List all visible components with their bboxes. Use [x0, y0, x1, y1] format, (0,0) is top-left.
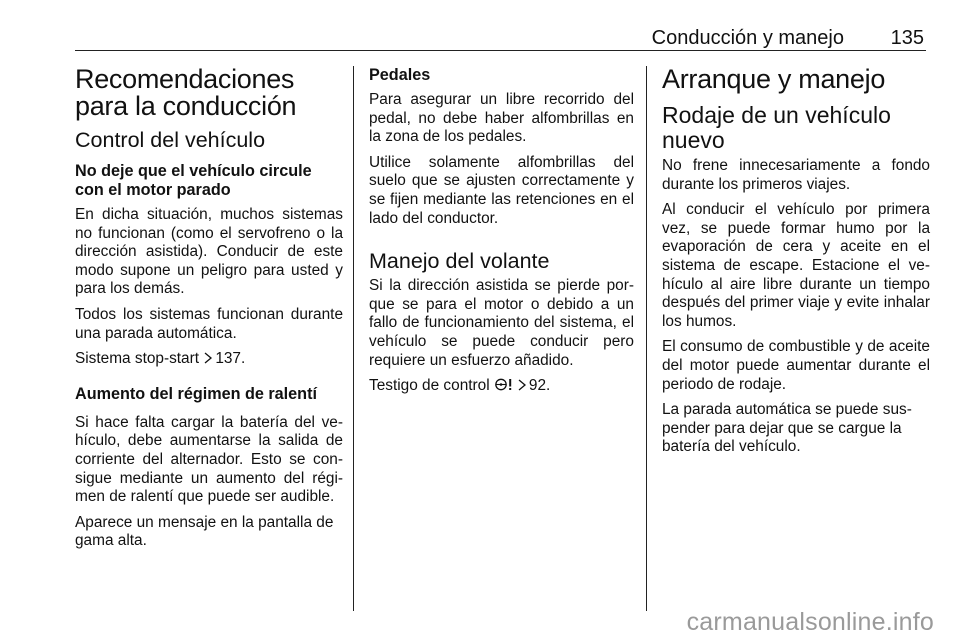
paragraph: Aparece un mensaje en la pantalla de gama alta. — [75, 513, 334, 550]
reference-text: Testigo de control — [369, 377, 490, 395]
reference-page: 92. — [528, 377, 551, 395]
column-divider-right — [646, 66, 647, 611]
paragraph-with-reference — [75, 350, 343, 369]
running-header — [75, 26, 926, 51]
paragraph: Todos los sistemas funcionan durante una parada automática. — [75, 305, 343, 342]
steering-wheel-warning-icon — [494, 378, 516, 391]
paragraph: El consumo de combustible y de aceite del motor puede aumentar durante el periodo de rodaje. — [662, 338, 930, 393]
paragraph: Para asegurar un libre recorrido del pedal, no debe haber alfombrillas en la zona de los pedales. — [369, 91, 634, 146]
right-column — [662, 66, 930, 464]
paragraph: No frene innecesariamente a fondo durante los primeros viajes. — [662, 157, 930, 193]
paragraph: En dicha situación, muchos sistemas no funcionan (como el servofreno o la dirección asistida). Conducir de este modo supone un peligro para usted y para los demás. — [75, 206, 343, 298]
running-title: Conducción y manejo — [651, 27, 844, 49]
paragraph: La parada automática se puede suspender para dejar que se cargue la batería del vehículo. — [662, 401, 912, 456]
reference-arrow-icon — [517, 379, 527, 391]
paragraph: Al conducir el vehículo por primera vez, se puede formar humo por la evaporación de cera y aceite en el sistema de escape. Estacione el vehículo al aire libre durante un tiempo después del primer viaje y evite inhalar los humos. — [662, 201, 930, 330]
chapter-title: Recomendaciones para la conducción — [75, 64, 297, 121]
subheading: No deje que el vehículo circule con el motor parado — [75, 162, 312, 199]
column-divider-left — [353, 66, 354, 611]
paragraph: Utilice solamente alfombrillas del suelo que se ajusten correctamente y se fijen mediante las retenciones en el lado del conductor. — [369, 153, 634, 227]
reference-arrow-icon — [203, 352, 213, 364]
reference-text: Sistema stop-start — [75, 350, 200, 368]
section-heading: Manejo del volante — [369, 249, 550, 274]
section-heading: Control del vehículo — [75, 128, 266, 152]
section-heading: Rodaje de un vehículo nuevo — [662, 102, 891, 153]
paragraph: Si hace falta cargar la batería del vehículo, debe aumentarse la salida de corriente del alternador. Esto se consigue mediante un aumento del régimen de ralentí que puede ser audible. — [75, 413, 343, 506]
page-number: 135 — [890, 27, 924, 49]
watermark: carmanualsonline.info — [686, 608, 934, 636]
chapter-title: Arranque y manejo — [662, 64, 886, 94]
middle-column — [369, 66, 634, 403]
subheading: Aumento del régimen de ralentí — [75, 384, 317, 403]
paragraph-with-reference — [369, 377, 634, 396]
subheading: Pedales — [369, 66, 431, 84]
left-column — [75, 66, 343, 558]
reference-page: 137. — [215, 350, 246, 368]
paragraph: Si la dirección asistida se pierde porque se para el motor o debido a un fallo de funcionamiento del sistema, el vehículo se puede conducir pero requiere un esfuerzo añadido. — [369, 277, 634, 369]
